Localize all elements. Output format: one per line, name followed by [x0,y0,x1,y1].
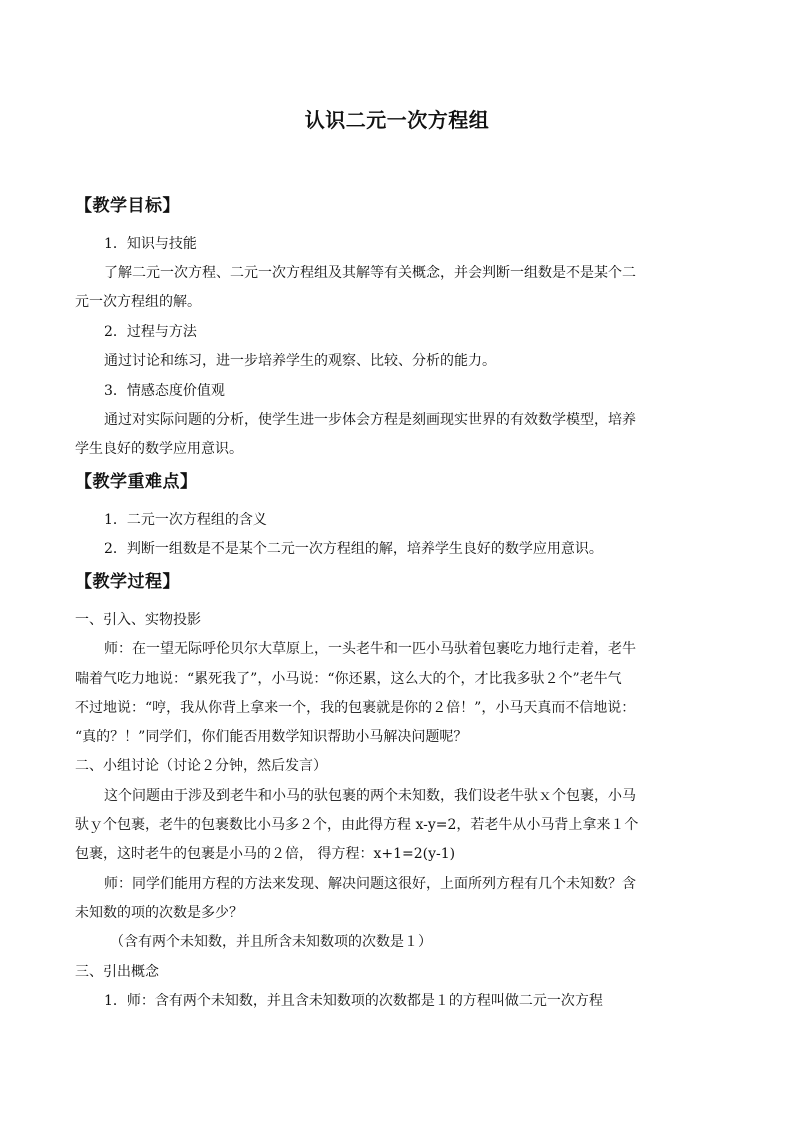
heading-teaching-goals: 【教学目标】 [75,196,180,216]
process-part-2-paragraph-1-line-2: 驮ｙ个包裹，老牛的包裹数比小马多２个，由此得方程 x-y=2，若老牛从小马背上拿来１个 [75,817,639,833]
goal-item-1-text-line-1: 了解二元一次方程、二元一次方程组及其解等有关概念，并会判断一组数是不是某个二 [104,265,636,281]
process-part-1-title: 一、引入、实物投影 [75,612,201,628]
process-part-2-paragraph-2-line-1: 师：同学们能用方程的方法来发现、解决问题这很好，上面所列方程有几个未知数？含 [104,876,636,892]
process-part-3-title: 三、引出概念 [75,964,159,980]
goal-item-2-label: 2．过程与方法 [104,324,197,340]
process-part-1-paragraph-line-1: 师：在一望无际呼伦贝尔大草原上，一头老牛和一匹小马驮着包裹吃力地行走着，老牛 [104,641,636,657]
goal-item-3-text-line-1: 通过对实际问题的分析，使学生进一步体会方程是刻画现实世界的有效数学模型，培养 [104,412,636,428]
heading-key-points: 【教学重难点】 [75,472,198,492]
process-part-2-title: 二、小组讨论（讨论２分钟，然后发言） [75,758,327,774]
keypoint-item-1: 1．二元一次方程组的含义 [104,512,267,528]
process-part-1-paragraph-line-3: 不过地说：“哼，我从你背上拿来一个，我的包裹就是你的２倍！”，小马天真而不信地说： [75,700,636,716]
goal-item-1-text-line-2: 元一次方程组的解。 [75,294,201,310]
process-part-2-paragraph-1-line-1: 这个问题由于涉及到老牛和小马的驮包裹的两个未知数，我们设老牛驮ｘ个包裹，小马 [104,788,636,804]
goal-item-2-text: 通过讨论和练习，进一步培养学生的观察、比较、分析的能力。 [104,353,496,369]
process-part-3-paragraph-1: 1．师：含有两个未知数，并且含未知数项的次数都是１的方程叫做二元一次方程 [104,993,603,1009]
page-title: 认识二元一次方程组 [304,108,490,132]
process-part-1-paragraph-line-2: 喘着气吃力地说：“累死我了”，小马说：“你还累，这么大的个，才比我多驮２个”老牛气 [75,671,622,687]
goal-item-3-text-line-2: 学生良好的数学应用意识。 [75,441,243,457]
keypoint-item-2: 2．判断一组数是不是某个二元一次方程组的解，培养学生良好的数学应用意识。 [104,541,603,557]
process-part-1-paragraph-line-4: “真的？！”同学们，你们能否用数学知识帮助小马解决问题呢？ [75,729,468,745]
heading-teaching-process: 【教学过程】 [75,572,180,592]
process-part-2-paragraph-2-line-2: 未知数的项的次数是多少？ [75,905,243,921]
goal-item-3-label: 3．情感态度价值观 [104,383,225,399]
process-part-2-paragraph-1-line-3: 包裹，这时老牛的包裹是小马的２倍， 得方程：x+1=2(y-1) [75,846,456,862]
goal-item-1-label: 1．知识与技能 [104,236,197,252]
process-part-2-answer: （含有两个未知数，并且所含未知数项的次数是１） [110,934,432,950]
